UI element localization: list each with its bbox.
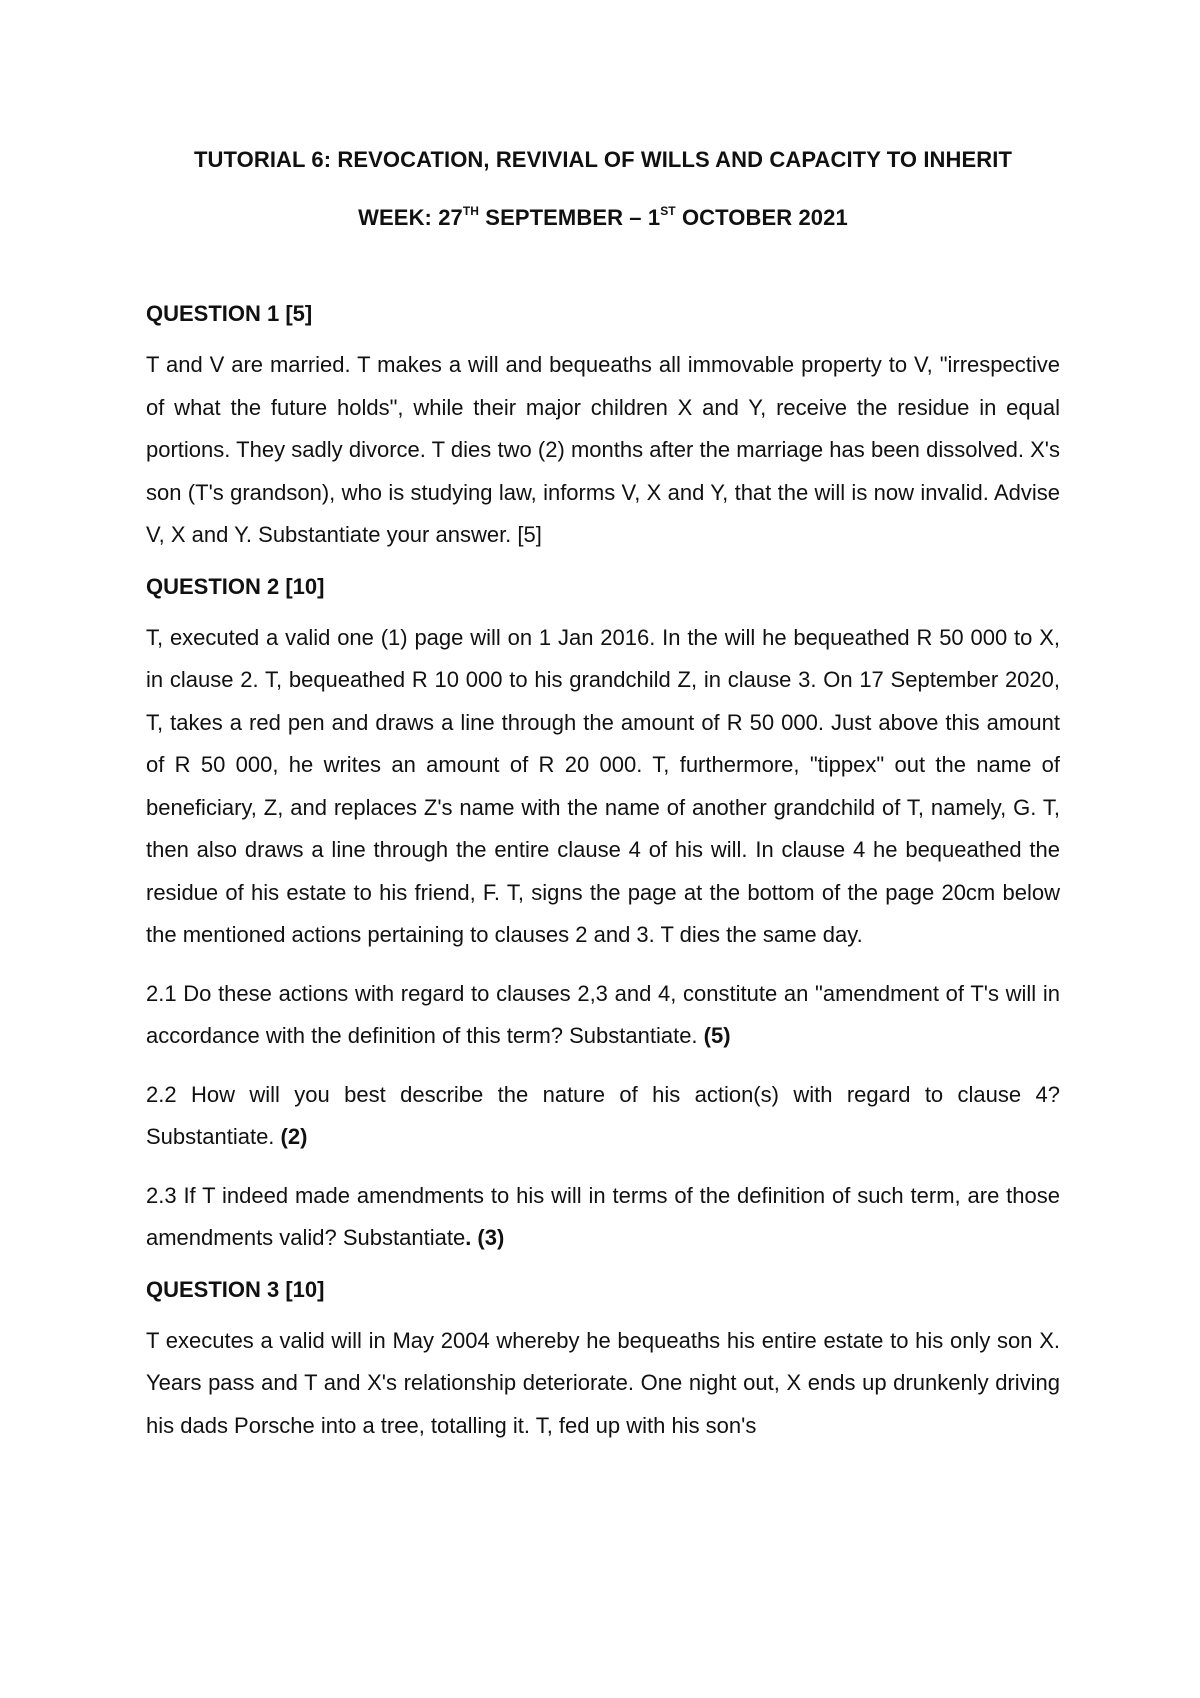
document-content <box>146 146 1060 1447</box>
question-2-body: T, executed a valid one (1) page will on 1 Jan 2016. In the will he bequeathed R 50 000 to X, in clause 2. T, bequeathed R 10 000 to his grandchild Z, in clause 3. On 17 September 2020, T, takes a red pen and draws a line through the amount of R 50 000. Just above this amount of R 50 000, he writes an amount of R 20 000. T, furthermore, "tippex" out the name of beneficiary, Z, and replaces Z's name with the name of another grandchild of T, namely, G. T, then also draws a line through the entire clause 4 of his will. In clause 4 he bequeathed the residue of his estate to his friend, F. T, signs the page at the bottom of the page 20cm below the mentioned actions pertaining to clauses 2 and 3. T dies the same day. <box>146 624 1060 947</box>
question-2-1-text: 2.1 Do these actions with regard to clauses 2,3 and 4, constitute an "amendment of T's will in accordance with the definition of this term? Substantiate. <box>146 980 1060 1048</box>
question-2-3-text: 2.3 If T indeed made amendments to his will in terms of the definition of such term, are those amendments valid? Substantiate <box>146 1182 1060 1250</box>
question-3-heading: QUESTION 3 [10] <box>146 1276 325 1302</box>
week-sup-st: ST <box>660 203 676 218</box>
question-2-2-mark: (2) <box>280 1124 308 1149</box>
question-2-2 <box>146 1074 1060 1159</box>
question-1-heading: QUESTION 1 [5] <box>146 301 313 326</box>
week-middle: SEPTEMBER – 1 <box>479 205 661 230</box>
week-sup-th: TH <box>462 203 480 218</box>
question-1-body: T and V are married. T makes a will and bequeaths all immovable property to V, "irrespective of what the future holds", while their major children X and Y, receive the residue in equal portions. They sadly divorce. T dies two (2) months after the marriage has been dissolved. X's son (T's grandson), who is studying law, informs V, X and Y, that the will is now invalid. Advise V, X and Y. Substantiate your answer. [5] <box>146 352 1060 547</box>
question-2-heading: QUESTION 2 [10] <box>146 573 325 599</box>
week-suffix: OCTOBER 2021 <box>675 205 848 230</box>
week-line <box>146 204 1060 232</box>
page-title: TUTORIAL 6: REVOCATION, REVIVIAL OF WILLS AND CAPACITY TO INHERIT <box>193 147 1013 172</box>
question-2-3-mark: . (3) <box>465 1225 505 1250</box>
question-2-3 <box>146 1175 1060 1260</box>
question-2-1 <box>146 973 1060 1058</box>
question-2-1-mark: (5) <box>703 1023 731 1048</box>
question-3-body: T executes a valid will in May 2004 whereby he bequeaths his entire estate to his only son X. Years pass and T and X's relationship deteriorate. One night out, X ends up drunkenly driving his dads Porsche into a tree, totalling it. T, fed up with his son's <box>146 1327 1060 1438</box>
question-2-2-text: 2.2 How will you best describe the nature of his action(s) with regard to clause 4? Substantiate. <box>146 1081 1060 1149</box>
week-prefix: WEEK: 27 <box>358 205 463 230</box>
